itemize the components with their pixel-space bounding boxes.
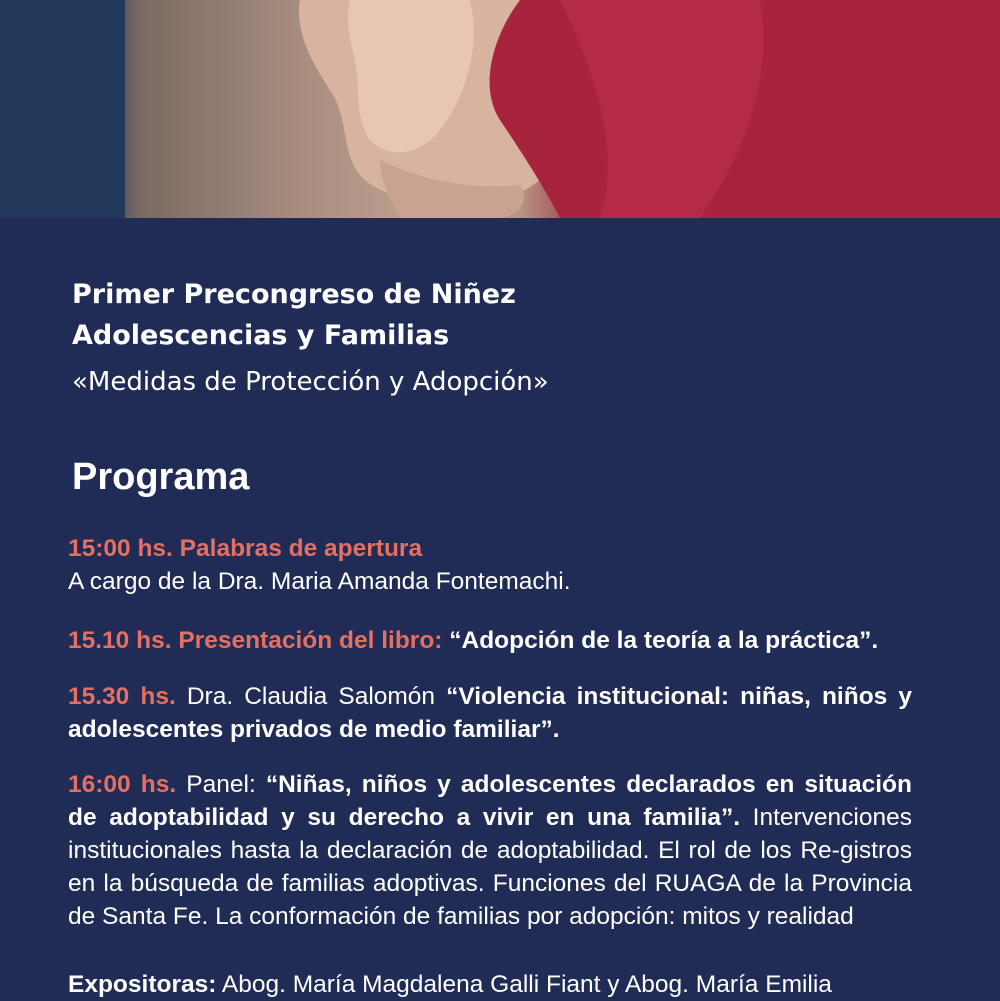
program-item-book [68,624,912,657]
program-item-title: “Adopción de la teoría a la práctica”. [442,627,879,654]
program-item-panel [68,768,912,933]
program-item-text: A cargo de la Dra. Maria Amanda Fontemachi. [68,568,571,595]
program-item-text: Abog. María Magdalena Galli Fiant y Abog. María Emilia [216,971,832,998]
program-item-speaker: Dra. Claudia Salomón [175,683,447,710]
program-item-opening [68,532,912,598]
program-heading: Programa [72,456,250,498]
program-item-title: “Niñas, niños y adolescentes declarados en situación de adoptabilidad y su derecho a vivir en una familia”. [68,771,912,831]
program-item-text: Intervenciones institucionales hasta la declaración de adoptabilidad. El rol de los Re-gistros en la búsqueda de familias adoptivas. Funciones del RUAGA de la Provincia de Santa Fe. La conformación de familias por adopción: mitos y realidad [68,804,912,930]
event-subtitle: «Medidas de Protección y Adopción» [72,367,549,397]
event-title-line2: Adolescencias y Familias [72,320,450,351]
program-item-speakers [68,968,912,1001]
program-item-time: 16:00 hs. [68,771,177,798]
hero-photo [0,0,1000,218]
program-item-time: 15.10 hs. Presentación del libro: [68,627,443,654]
program-item-label: Expositoras: [68,971,217,998]
event-title-line1: Primer Precongreso de Niñez [72,279,516,310]
program-item-time: 15.30 hs. [68,683,176,710]
event-title [72,274,772,356]
program-item-time: 15:00 hs. Palabras de apertura [68,535,423,562]
program-item-speaker: Panel: [176,771,266,798]
hands-holding-illustration [0,0,1000,218]
program-item-talk [68,680,912,746]
program-item-title: “Violencia institucional: niñas, niños y adolescentes privados de medio familiar”. [68,683,912,743]
